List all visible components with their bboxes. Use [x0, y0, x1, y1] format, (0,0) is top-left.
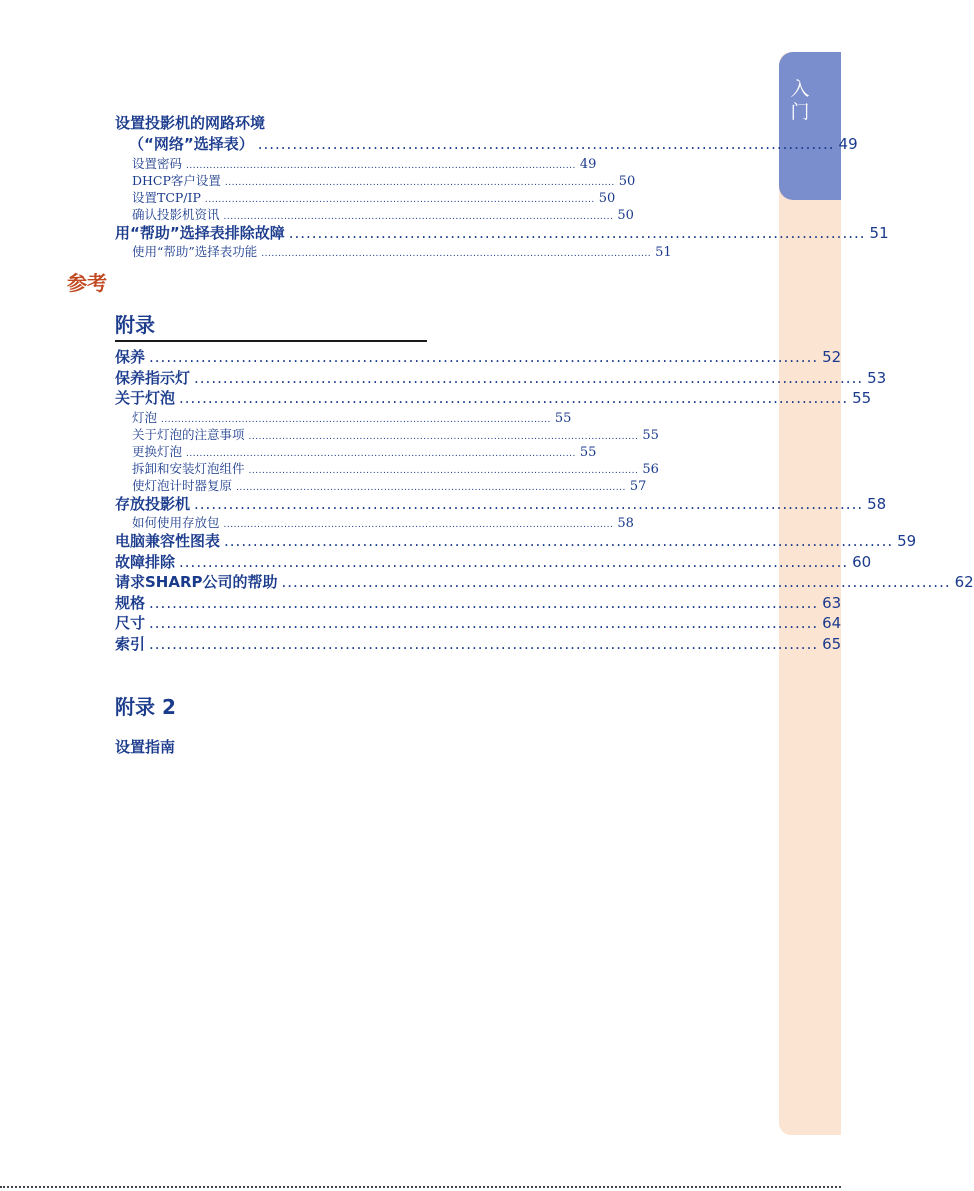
toc-network [115, 113, 889, 260]
page-number: 52 [822, 348, 842, 366]
toc-subentry[interactable] [115, 477, 647, 494]
section-tab-char-1: 入 [790, 78, 810, 100]
entry-label: 关于灯泡的注意事项 [132, 426, 245, 442]
page-number: 50 [617, 207, 634, 223]
toc-entry[interactable] [115, 368, 887, 389]
toc-entry[interactable] [115, 388, 872, 409]
entry-label: 规格 [115, 593, 146, 612]
appendix2-title: 附录 2 [115, 695, 176, 719]
entry-label: 使灯泡计时器复原 [132, 477, 233, 493]
entry-label: 请求SHARP公司的帮助 [115, 573, 278, 591]
leader-dots: .................................................................................................................... [223, 520, 614, 530]
toc-subentry[interactable] [115, 172, 636, 189]
page-number: 59 [897, 532, 917, 550]
toc-subentry[interactable] [115, 206, 634, 223]
page-number: 51 [869, 223, 889, 242]
page-number: 63 [822, 593, 842, 612]
entry-label: 拆卸和安装灯泡组件 [132, 460, 245, 476]
page-number: 55 [554, 410, 572, 426]
network-heading-label: （“网络”选择表） [129, 135, 254, 153]
toc-entry[interactable] [115, 347, 842, 368]
entry-label: 尺寸 [115, 614, 146, 632]
toc-entry[interactable] [115, 531, 917, 552]
toc-subentry[interactable] [115, 155, 597, 172]
appendix-title: 附录 [115, 313, 155, 337]
entry-label: 如何使用存放包 [132, 515, 220, 530]
leader-dots: .................................................................................................................... [149, 614, 819, 632]
section-tab-introduction[interactable] [779, 52, 841, 200]
leader-dots: .................................................................................................................... [236, 482, 626, 493]
page-number: 65 [822, 634, 842, 653]
section-tab-label [788, 78, 812, 124]
entry-label: 确认投影机资讯 [132, 206, 220, 222]
toc-entry[interactable] [115, 572, 974, 593]
entry-label: 存放投影机 [115, 494, 191, 513]
appendix-divider [115, 340, 427, 342]
toc-subentry[interactable] [115, 426, 659, 443]
page-number: 62 [954, 573, 974, 591]
toc-subentry[interactable] [115, 189, 616, 206]
entry-label: 使用“帮助”选择表功能 [132, 244, 258, 259]
toc-entry[interactable] [115, 494, 887, 515]
leader-dots: .................................................................................................................... [149, 634, 819, 653]
network-heading-row[interactable] [115, 134, 858, 155]
leader-dots: .................................................................................................................... [248, 431, 639, 442]
section-heading-reference: 参考 [67, 271, 107, 295]
page-number: 53 [867, 368, 887, 387]
toc-entry[interactable] [115, 634, 842, 655]
leader-dots: .................................................................................................................... [161, 414, 551, 425]
toc-subentry[interactable] [115, 409, 572, 426]
leader-dots: .................................................................................................................... [186, 448, 576, 459]
entry-label: 保养 [115, 348, 146, 366]
leader-dots: .................................................................................................................... [179, 389, 849, 407]
leader-dots: .................................................................................................................... [248, 465, 639, 476]
toc-subentry[interactable] [115, 243, 672, 260]
page-number: 50 [618, 173, 636, 189]
page-number: 49 [838, 135, 858, 153]
leader-dots: .................................................................................................................... [224, 177, 615, 188]
leader-dots: .................................................................................................................... [204, 194, 595, 205]
leader-dots: .................................................................................................................... [194, 494, 864, 513]
toc-subentry[interactable] [115, 460, 659, 477]
leader-dots: .................................................................................................... [257, 135, 835, 153]
entry-label: 更换灯泡 [132, 443, 183, 459]
leader-dots: .................................................................................................................... [261, 249, 652, 259]
section-tab-char-2: 门 [790, 101, 810, 123]
leader-dots: .................................................................................................................... [149, 348, 819, 366]
entry-label: 故障排除 [115, 552, 176, 571]
page-number: 55 [642, 427, 659, 443]
setup-guide-link[interactable]: 设置指南 [115, 738, 176, 756]
leader-dots: .................................................................................................................... [194, 368, 864, 387]
page-number: 57 [629, 478, 647, 494]
page-number: 49 [579, 156, 597, 172]
help-heading-row[interactable] [115, 223, 889, 244]
leader-dots: .................................................................................................................... [223, 211, 614, 222]
toc-entry[interactable] [115, 613, 842, 634]
entry-label: 设置TCP/IP [132, 189, 201, 205]
entry-label: DHCP客户设置 [132, 172, 221, 188]
entry-label: 设置密码 [132, 155, 183, 171]
leader-dots: .................................................................................................................... [224, 532, 894, 550]
page-number: 60 [852, 552, 872, 571]
page-number: 55 [852, 389, 872, 407]
page-number: 58 [617, 516, 634, 531]
leader-dots: .................................................................................................... [288, 223, 866, 242]
entry-label: 灯泡 [132, 409, 158, 425]
entry-label: 索引 [115, 634, 146, 653]
entry-label: 保养指示灯 [115, 368, 191, 387]
entry-label: 电脑兼容性图表 [115, 532, 221, 550]
network-heading[interactable]: 设置投影机的网路环境 [115, 114, 266, 132]
page-number: 58 [867, 494, 887, 513]
leader-dots: .................................................................................................................... [149, 593, 819, 612]
leader-dots: .................................................................................................................... [179, 552, 849, 571]
toc-appendix [115, 347, 974, 654]
page-number: 55 [579, 444, 597, 460]
page-number: 64 [822, 614, 842, 632]
page-number: 56 [642, 461, 659, 477]
toc-subentry[interactable] [115, 514, 634, 531]
toc-entry[interactable] [115, 593, 842, 614]
help-heading-label: 用“帮助”选择表排除故障 [115, 223, 285, 242]
toc-entry[interactable] [115, 552, 872, 573]
page-number: 51 [655, 245, 672, 260]
leader-dots: .................................................................................................................... [186, 160, 576, 171]
page-bottom-border [0, 1186, 841, 1188]
toc-subentry[interactable] [115, 443, 597, 460]
entry-label: 关于灯泡 [115, 389, 176, 407]
leader-dots: .................................................................................................................... [281, 573, 951, 591]
page-number: 50 [598, 190, 616, 206]
